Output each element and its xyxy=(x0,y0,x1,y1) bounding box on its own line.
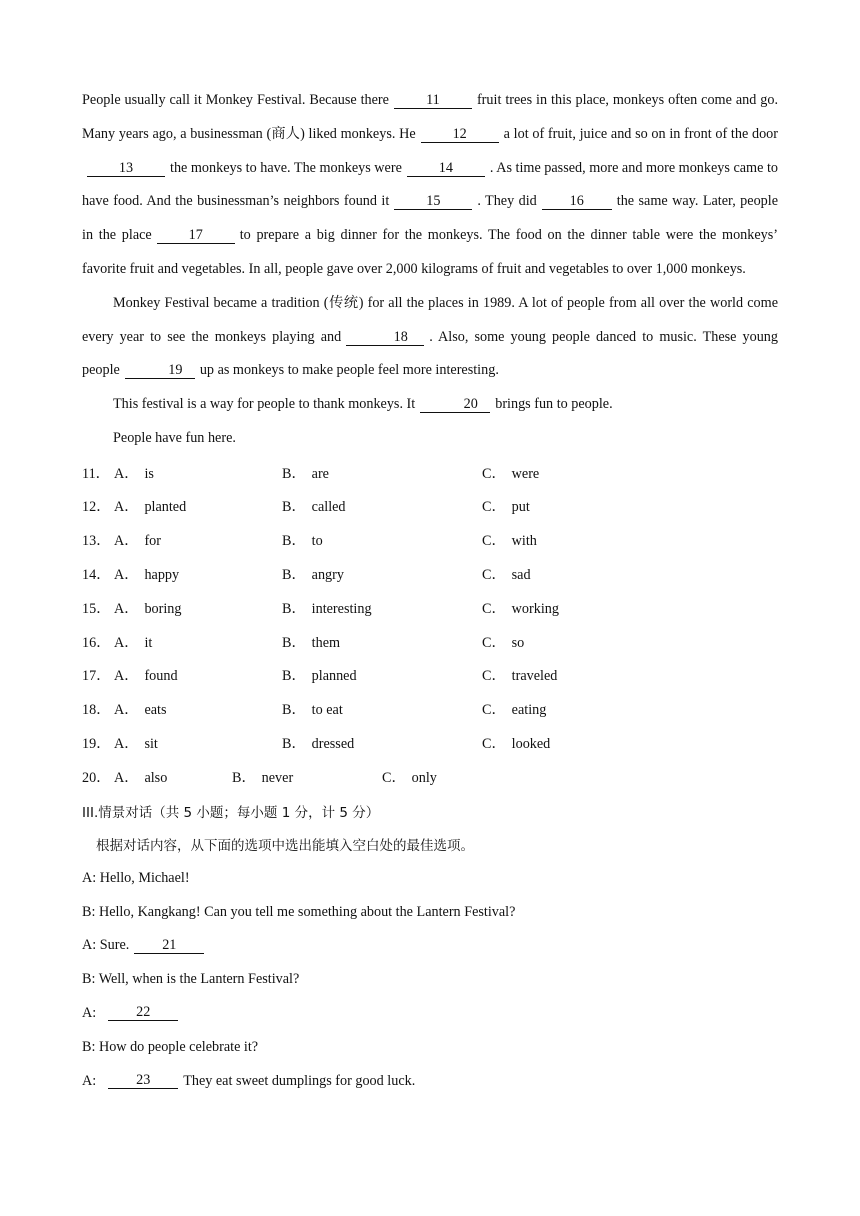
option-letter: C． xyxy=(482,668,506,685)
option-row-12 xyxy=(82,490,778,524)
option-row-20 xyxy=(82,760,778,794)
question-number: 18． xyxy=(82,702,111,719)
option-letter: C． xyxy=(482,600,506,617)
instruction-text: 根据对话内容，从下面的选项中选出能填入空白处的最佳选项。 xyxy=(96,838,474,855)
blank-19: 19 xyxy=(125,363,195,379)
option-row-11 xyxy=(82,456,778,490)
dialogue-text: A: Sure. xyxy=(82,937,130,954)
dialogue-text: A: xyxy=(82,1004,97,1021)
blank-13: 13 xyxy=(87,161,165,177)
option-c[interactable]: traveled xyxy=(511,668,558,685)
passage-text: the same way. Later, people in the place xyxy=(82,193,778,244)
option-letter: B． xyxy=(232,769,256,786)
question-number: 17． xyxy=(82,668,111,685)
option-b[interactable]: never xyxy=(261,769,294,786)
blank-12: 12 xyxy=(421,127,499,143)
dialogue-text: A: xyxy=(82,1072,97,1089)
passage-text: . Also, some young people danced to music. These young people xyxy=(82,328,778,379)
blank-14: 14 xyxy=(407,161,485,177)
option-a[interactable]: for xyxy=(144,533,161,550)
passage-text: This festival is a way for people to thank monkeys. It xyxy=(113,396,416,413)
question-number: 20． xyxy=(82,769,111,786)
option-row-13 xyxy=(82,523,778,557)
passage-paragraph-2 xyxy=(82,287,778,388)
question-number: 11． xyxy=(82,465,110,482)
question-number: 15． xyxy=(82,600,111,617)
option-row-19 xyxy=(82,726,778,760)
option-b[interactable]: interesting xyxy=(311,600,372,617)
option-b[interactable]: planned xyxy=(311,668,357,685)
option-b[interactable]: them xyxy=(311,634,341,651)
option-b[interactable]: are xyxy=(311,465,329,482)
option-letter: B． xyxy=(282,736,306,753)
blank-23: 23 xyxy=(108,1073,178,1089)
option-c[interactable]: working xyxy=(511,600,559,617)
passage-paragraph-1 xyxy=(82,84,778,287)
option-letter: A． xyxy=(114,668,139,685)
dialogue-line xyxy=(82,929,778,963)
passage-paragraph-3 xyxy=(82,388,778,422)
option-letter: B． xyxy=(282,533,306,550)
passage-text: Monkey Festival became a tradition (传统) for all the places in 1989. A lot of people from all over the world come every year to see the monkeys playing and xyxy=(82,294,778,345)
option-letter: B． xyxy=(282,668,306,685)
option-letter: C． xyxy=(482,465,506,482)
option-row-14 xyxy=(82,557,778,591)
exam-page xyxy=(82,84,778,1098)
option-letter: C． xyxy=(482,736,506,753)
blank-11: 11 xyxy=(394,93,472,109)
option-row-18 xyxy=(82,692,778,726)
options-list xyxy=(82,456,778,794)
option-a[interactable]: happy xyxy=(144,567,180,584)
option-c[interactable]: looked xyxy=(511,736,551,753)
option-c[interactable]: were xyxy=(511,465,540,482)
option-letter: A． xyxy=(114,736,139,753)
option-letter: B． xyxy=(282,465,306,482)
passage-paragraph-4: People have fun here. xyxy=(113,429,236,446)
option-b[interactable]: to eat xyxy=(311,702,343,719)
option-letter: C． xyxy=(482,499,506,516)
option-row-17 xyxy=(82,659,778,693)
option-c[interactable]: only xyxy=(411,769,437,786)
option-letter: B． xyxy=(282,702,306,719)
option-letter: C． xyxy=(482,702,506,719)
blank-16: 16 xyxy=(542,194,612,210)
passage-text: . They did xyxy=(477,193,537,210)
option-letter: B． xyxy=(282,567,306,584)
option-a[interactable]: boring xyxy=(144,600,182,617)
passage-text: fruit trees in this place, monkeys often come and go. Many years ago, a businessman (商人) liked monkeys. He xyxy=(82,92,778,142)
question-number: 13． xyxy=(82,533,111,550)
section-title: III.情景对话（共 5 小题；每小题 1 分，计 5 分） xyxy=(82,804,380,821)
dialogue-line xyxy=(82,1064,778,1098)
section-3-instruction xyxy=(82,828,778,862)
option-a[interactable]: found xyxy=(144,668,178,685)
option-a[interactable]: eats xyxy=(144,702,167,719)
passage-text: People usually call it Monkey Festival. Because there xyxy=(82,92,389,108)
blank-22: 22 xyxy=(108,1005,178,1021)
blank-21: 21 xyxy=(134,938,204,954)
option-letter: B． xyxy=(282,600,306,617)
dialogue-line: A: Hello, Michael! xyxy=(82,869,190,886)
option-letter: A． xyxy=(114,567,139,584)
question-number: 19． xyxy=(82,736,111,753)
dialogue-line: B: How do people celebrate it? xyxy=(82,1038,259,1055)
option-a[interactable]: it xyxy=(144,634,153,651)
passage-text: to prepare a big dinner for the monkeys. The food on the dinner table were the monkeys’ favorite fruit and vegetables. In all, people gave over 2,000 kilograms of fruit and vegetables to over 1,000 monkeys. xyxy=(82,227,778,277)
option-a[interactable]: also xyxy=(144,769,168,786)
option-letter: A． xyxy=(114,600,139,617)
option-a[interactable]: sit xyxy=(144,736,158,753)
dialogue xyxy=(82,861,778,1098)
option-row-16 xyxy=(82,625,778,659)
question-number: 16． xyxy=(82,634,111,651)
dialogue-line: B: Well, when is the Lantern Festival? xyxy=(82,971,300,988)
dialogue-text: They eat sweet dumplings for good luck. xyxy=(183,1072,416,1089)
passage-text: . As time passed, more and more monkeys came to have food. And the businessman’s neighbors found it xyxy=(82,159,778,210)
option-letter: C． xyxy=(382,769,406,786)
dialogue-line: B: Hello, Kangkang! Can you tell me something about the Lantern Festival? xyxy=(82,903,516,920)
question-number: 12． xyxy=(82,499,111,516)
option-a[interactable]: is xyxy=(144,465,154,482)
option-c[interactable]: so xyxy=(511,634,525,651)
dialogue-line xyxy=(82,997,778,1031)
blank-15: 15 xyxy=(394,194,472,210)
option-row-15 xyxy=(82,591,778,625)
option-b[interactable]: called xyxy=(311,499,346,516)
option-letter: A． xyxy=(114,769,139,786)
option-b[interactable]: to xyxy=(311,533,323,550)
option-letter: A． xyxy=(114,465,139,482)
blank-20: 20 xyxy=(420,397,490,413)
option-letter: C． xyxy=(482,634,506,651)
option-letter: A． xyxy=(114,533,139,550)
option-letter: A． xyxy=(114,702,139,719)
option-c[interactable]: sad xyxy=(511,567,531,584)
option-letter: B． xyxy=(282,634,306,651)
option-letter: B． xyxy=(282,499,306,516)
passage-text: the monkeys to have. The monkeys were xyxy=(170,159,402,176)
passage-text: up as monkeys to make people feel more interesting. xyxy=(199,362,499,379)
option-letter: A． xyxy=(114,634,139,651)
blank-18: 18 xyxy=(346,330,424,346)
passage-text: a lot of fruit, juice and so on in front of the door xyxy=(503,125,778,142)
option-a[interactable]: planted xyxy=(144,499,187,516)
option-letter: C． xyxy=(482,533,506,550)
section-3-title xyxy=(82,794,778,828)
option-b[interactable]: dressed xyxy=(311,736,355,753)
option-letter: A． xyxy=(114,499,139,516)
option-letter: C． xyxy=(482,567,506,584)
question-number: 14． xyxy=(82,567,111,584)
option-c[interactable]: put xyxy=(511,499,530,516)
option-c[interactable]: with xyxy=(511,533,537,550)
blank-17: 17 xyxy=(157,228,235,244)
passage-text: brings fun to people. xyxy=(495,396,613,413)
option-c[interactable]: eating xyxy=(511,702,547,719)
option-b[interactable]: angry xyxy=(311,567,344,584)
